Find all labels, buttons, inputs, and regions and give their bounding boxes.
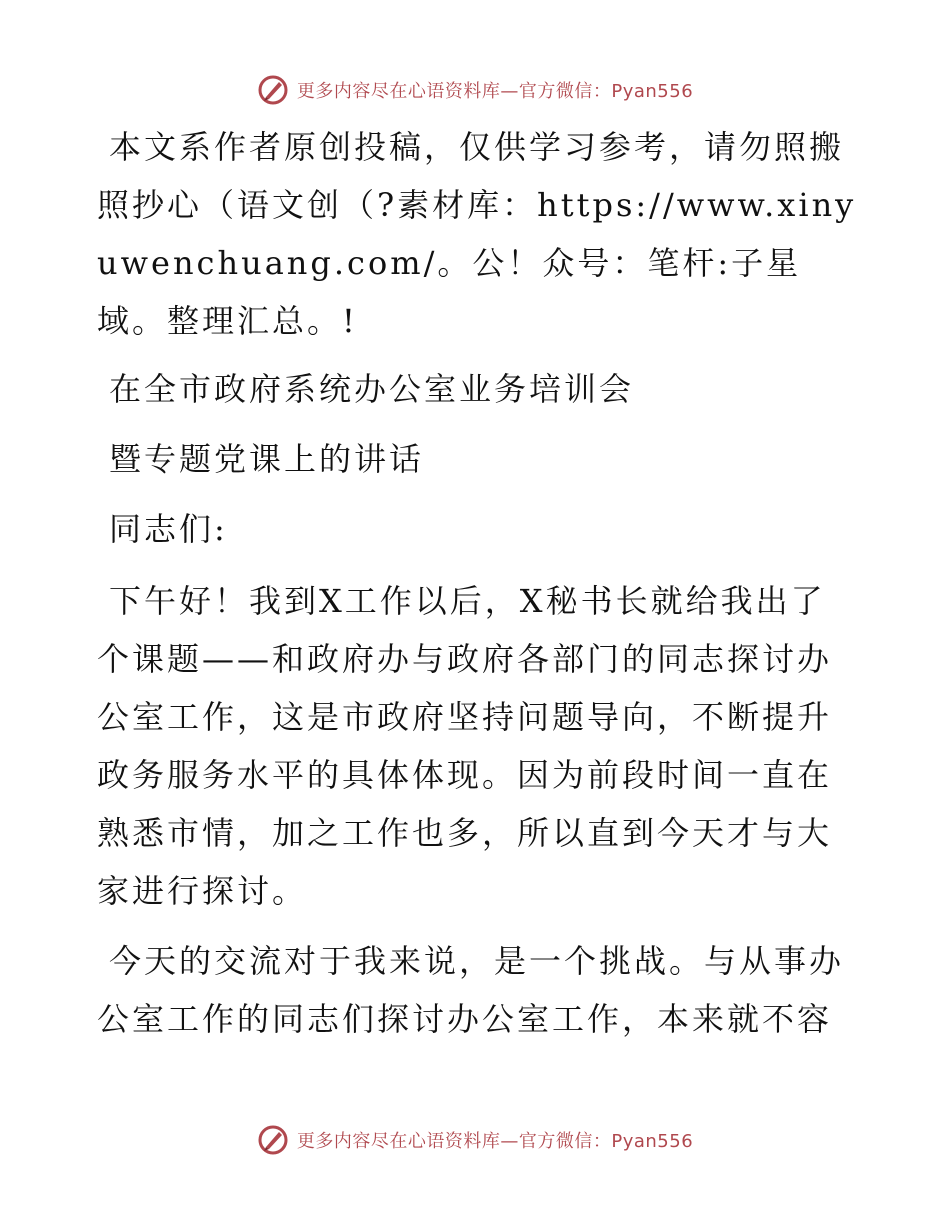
brand-logo-icon bbox=[257, 74, 289, 106]
watermark-wechat-id: Pyan556 bbox=[611, 1131, 694, 1152]
watermark-text: 更多内容尽在心语资料库—官方微信： bbox=[296, 1131, 612, 1152]
watermark-wechat-id: Pyan556 bbox=[611, 81, 694, 102]
body-paragraph: 下午好！我到X工作以后，X秘书长就给我出了个课题——和政府办与政府各部门的同志探讨办公室工作，这是市政府坚持问题导向，不断提升政务服务水平的具体体现。因为前段时间一直在熟悉市情，加之工作也多，所以直到今天才与大家进行探讨。 bbox=[97, 582, 833, 910]
brand-logo-icon bbox=[257, 1124, 289, 1156]
speech-title-line-1: 在全市政府系统办公室业务培训会 bbox=[109, 370, 635, 408]
watermark-text: 更多内容尽在心语资料库—官方微信： bbox=[296, 81, 612, 102]
speech-title-line-2: 暨专题党课上的讲话 bbox=[109, 440, 425, 478]
body-paragraph: 今天的交流对于我来说，是一个挑战。与从事办公室工作的同志们探讨办公室工作，本来就不容 bbox=[97, 942, 845, 1038]
document-body bbox=[97, 118, 857, 1060]
copyright-notice: 本文系作者原创投稿，仅供学习参考，请勿照搬照抄心（语文创（?素材库：https://www.xinyuwenchuang.com/。公！众号：笔杆:子星域。整理汇总。! bbox=[97, 128, 857, 340]
greeting: 同志们: bbox=[109, 510, 228, 548]
footer-watermark bbox=[0, 1120, 950, 1160]
header-watermark bbox=[0, 70, 950, 110]
